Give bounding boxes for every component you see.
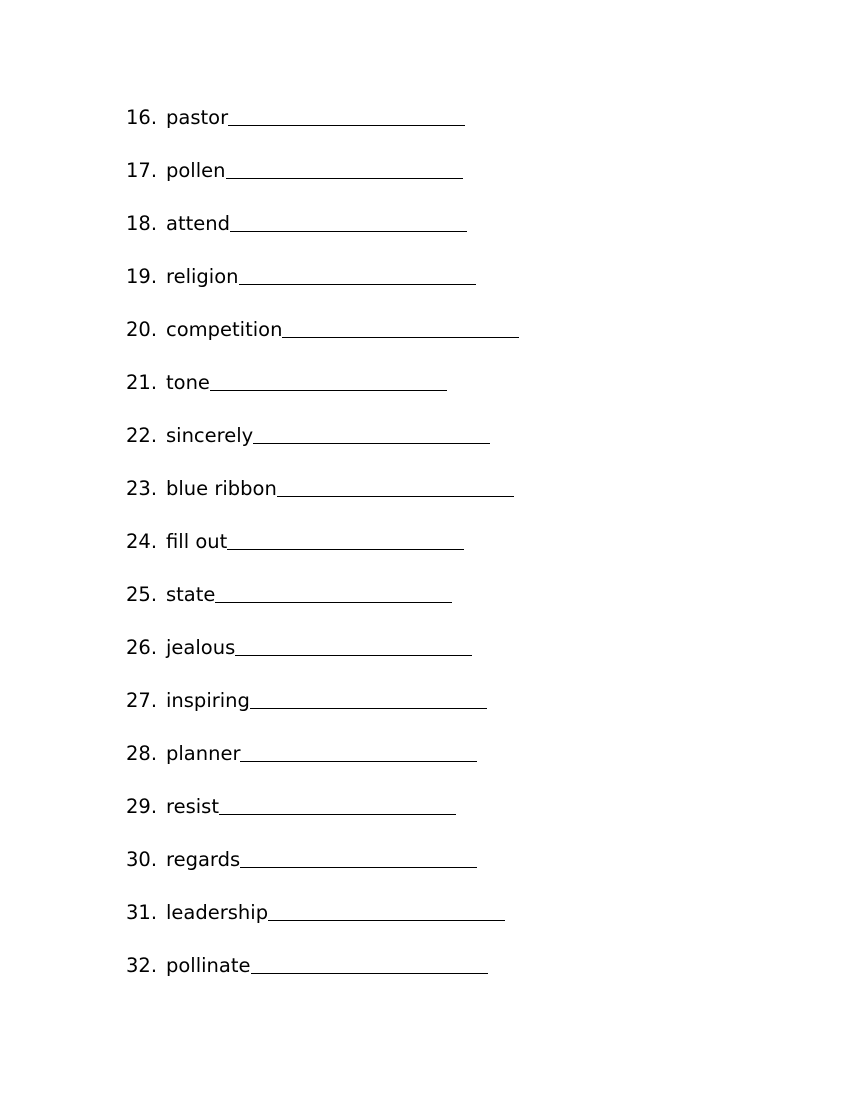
answer-blank[interactable] bbox=[251, 952, 488, 974]
vocabulary-item bbox=[126, 104, 519, 157]
item-term: resist bbox=[166, 795, 219, 818]
answer-blank[interactable] bbox=[215, 581, 452, 603]
item-number: 20. bbox=[126, 318, 158, 341]
item-term: blue ribbon bbox=[166, 477, 277, 500]
item-number: 21. bbox=[126, 371, 158, 394]
answer-blank[interactable] bbox=[282, 316, 519, 338]
answer-blank[interactable] bbox=[226, 157, 463, 179]
item-term: state bbox=[166, 583, 216, 606]
answer-blank[interactable] bbox=[210, 369, 447, 391]
item-term: attend bbox=[166, 212, 230, 235]
answer-blank[interactable] bbox=[230, 210, 467, 232]
item-term: pollen bbox=[166, 159, 226, 182]
vocabulary-item bbox=[126, 581, 519, 634]
answer-blank[interactable] bbox=[239, 263, 476, 285]
item-term: competition bbox=[166, 318, 283, 341]
vocabulary-item bbox=[126, 263, 519, 316]
item-term: pollinate bbox=[166, 954, 251, 977]
item-number: 27. bbox=[126, 689, 158, 712]
answer-blank[interactable] bbox=[277, 475, 514, 497]
item-number: 18. bbox=[126, 212, 158, 235]
vocabulary-item bbox=[126, 369, 519, 422]
item-term: inspiring bbox=[166, 689, 250, 712]
item-number: 31. bbox=[126, 901, 158, 924]
answer-blank[interactable] bbox=[240, 740, 477, 762]
item-number: 19. bbox=[126, 265, 158, 288]
vocabulary-item bbox=[126, 422, 519, 475]
answer-blank[interactable] bbox=[227, 528, 464, 550]
vocabulary-item bbox=[126, 846, 519, 899]
answer-blank[interactable] bbox=[235, 634, 472, 656]
vocabulary-item bbox=[126, 687, 519, 740]
item-number: 22. bbox=[126, 424, 158, 447]
answer-blank[interactable] bbox=[228, 104, 465, 126]
item-number: 26. bbox=[126, 636, 158, 659]
item-number: 24. bbox=[126, 530, 158, 553]
item-term: tone bbox=[166, 371, 210, 394]
item-term: planner bbox=[166, 742, 241, 765]
item-number: 32. bbox=[126, 954, 158, 977]
vocabulary-item bbox=[126, 793, 519, 846]
item-term: regards bbox=[166, 848, 241, 871]
item-number: 17. bbox=[126, 159, 158, 182]
vocabulary-item bbox=[126, 528, 519, 581]
vocabulary-item bbox=[126, 740, 519, 793]
vocabulary-item bbox=[126, 475, 519, 528]
vocabulary-item bbox=[126, 952, 519, 1005]
answer-blank[interactable] bbox=[253, 422, 490, 444]
item-term: sincerely bbox=[166, 424, 254, 447]
vocabulary-item bbox=[126, 316, 519, 369]
item-number: 28. bbox=[126, 742, 158, 765]
item-number: 25. bbox=[126, 583, 158, 606]
item-term: jealous bbox=[166, 636, 236, 659]
vocabulary-item bbox=[126, 210, 519, 263]
item-term: pastor bbox=[166, 106, 229, 129]
vocabulary-list bbox=[126, 104, 519, 1005]
answer-blank[interactable] bbox=[219, 793, 456, 815]
item-number: 30. bbox=[126, 848, 158, 871]
item-number: 23. bbox=[126, 477, 158, 500]
item-number: 16. bbox=[126, 106, 158, 129]
answer-blank[interactable] bbox=[240, 846, 477, 868]
answer-blank[interactable] bbox=[268, 899, 505, 921]
item-term: religion bbox=[166, 265, 239, 288]
item-term: leadership bbox=[166, 901, 269, 924]
vocabulary-item bbox=[126, 899, 519, 952]
vocabulary-item bbox=[126, 157, 519, 210]
item-number: 29. bbox=[126, 795, 158, 818]
item-term: fill out bbox=[166, 530, 228, 553]
answer-blank[interactable] bbox=[250, 687, 487, 709]
vocabulary-item bbox=[126, 634, 519, 687]
